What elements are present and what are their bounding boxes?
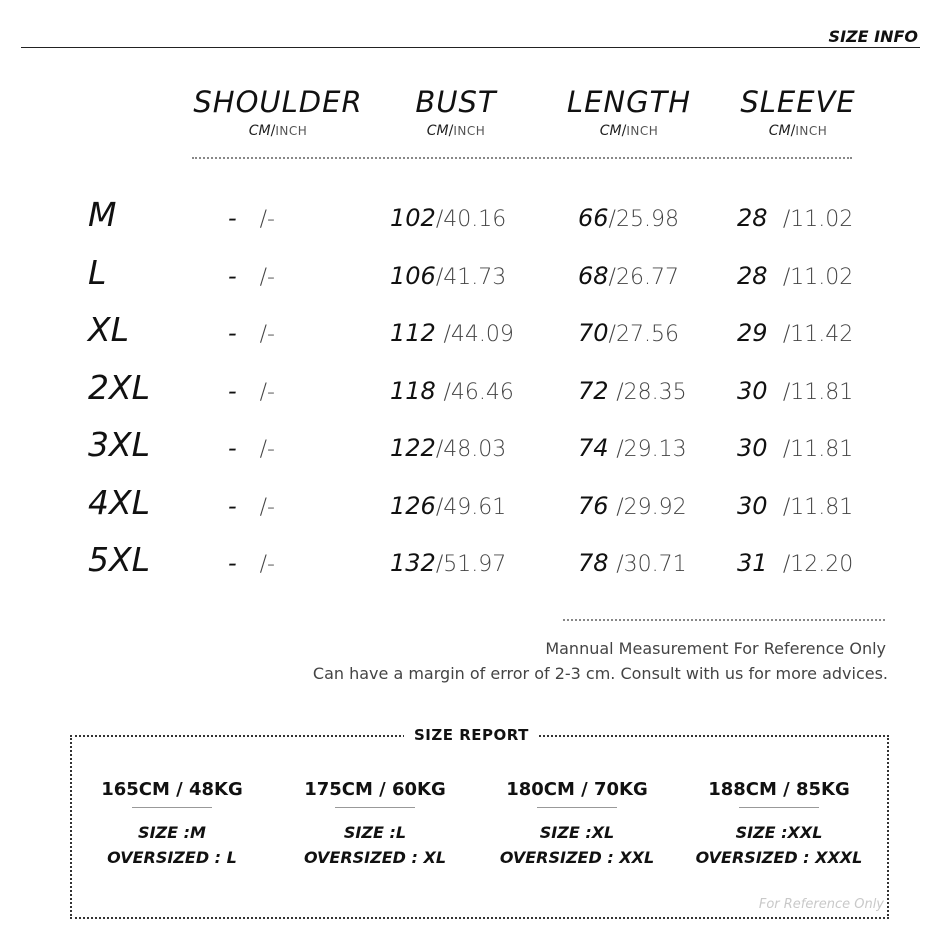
- unit-inch: INCH: [795, 124, 828, 138]
- bust-cell: [390, 488, 506, 526]
- sleeve-cell: [737, 430, 853, 468]
- size-report-entry: [482, 779, 672, 870]
- length-cell: [578, 430, 687, 468]
- cm-value: 126: [390, 492, 436, 520]
- inch-value: /48.03: [435, 437, 507, 462]
- size-info-title: SIZE INFO: [828, 27, 918, 46]
- inch-value: /41.73: [435, 265, 507, 290]
- column-header-bust: [371, 86, 541, 140]
- cm-value: -: [228, 319, 237, 347]
- unit-cm: CM: [599, 123, 622, 139]
- entry-divider: [537, 807, 617, 808]
- cm-value: 28: [737, 262, 768, 290]
- sleeve-cell: [737, 545, 853, 583]
- recommended-size: SIZE :M: [138, 823, 206, 842]
- recommended-size: SIZE :XXL: [735, 823, 823, 842]
- cm-value: 28: [737, 204, 768, 232]
- cm-value: -: [228, 434, 237, 462]
- inch-value: /29.13: [616, 437, 687, 462]
- inch-value: /28.35: [616, 380, 687, 405]
- reference-footnote: For Reference Only: [758, 897, 884, 912]
- cm-value: 106: [390, 262, 436, 290]
- measurement-note: Mannual Measurement For Reference Only: [545, 639, 886, 658]
- inch-value: /-: [259, 207, 275, 232]
- inch-value: /12.20: [782, 552, 854, 577]
- column-title: SHOULDER: [193, 85, 363, 119]
- size-report-entry: [684, 779, 874, 870]
- inch-value: /11.81: [782, 437, 854, 462]
- unit-separator: /: [448, 123, 454, 139]
- length-cell: [578, 545, 687, 583]
- cm-value: 30: [737, 377, 768, 405]
- oversized-size: OVERSIZED : XL: [303, 848, 447, 867]
- oversized-size: OVERSIZED : XXL: [499, 848, 655, 867]
- shoulder-cell: [228, 430, 275, 468]
- column-header-sleeve: [713, 86, 883, 140]
- shoulder-cell: [228, 488, 275, 526]
- inch-value: /26.77: [608, 265, 679, 290]
- shoulder-cell: [228, 200, 275, 238]
- column-unit: [544, 122, 714, 140]
- inch-value: /46.46: [443, 380, 514, 405]
- entry-divider: [132, 807, 212, 808]
- inch-value: /51.97: [435, 552, 507, 577]
- inch-value: /11.81: [782, 495, 854, 520]
- inch-value: /49.61: [435, 495, 507, 520]
- length-cell: [578, 315, 679, 353]
- inch-value: /-: [259, 380, 275, 405]
- cm-value: 70: [578, 319, 609, 347]
- unit-inch: INCH: [626, 124, 659, 138]
- column-title: BUST: [415, 85, 497, 119]
- unit-cm: CM: [248, 123, 271, 139]
- bust-cell: [390, 430, 506, 468]
- inch-value: /-: [259, 437, 275, 462]
- shoulder-cell: [228, 545, 275, 583]
- size-label-5xl: 5XL: [88, 540, 150, 579]
- bust-cell: [390, 545, 506, 583]
- sleeve-cell: [737, 373, 853, 411]
- size-label-xl: XL: [88, 310, 129, 349]
- length-cell: [578, 488, 687, 526]
- header-dotted-divider: [192, 157, 852, 159]
- unit-separator: /: [270, 123, 276, 139]
- sleeve-cell: [737, 200, 853, 238]
- cm-value: 29: [737, 319, 768, 347]
- length-cell: [578, 258, 679, 296]
- height-weight: 180CM / 70KG: [506, 779, 648, 800]
- cm-value: -: [228, 204, 237, 232]
- cm-value: 122: [390, 434, 436, 462]
- unit-cm: CM: [768, 123, 791, 139]
- unit-inch: INCH: [275, 124, 308, 138]
- cm-value: 31: [737, 549, 768, 577]
- margin-note: Can have a margin of error of 2-3 cm. Consult with us for more advices.: [312, 664, 888, 683]
- inch-value: /44.09: [443, 322, 514, 347]
- sleeve-cell: [737, 258, 853, 296]
- size-report-entry: [77, 779, 267, 870]
- shoulder-cell: [228, 315, 275, 353]
- inch-value: /30.71: [616, 552, 687, 577]
- column-header-length: [544, 86, 714, 140]
- inch-value: /40.16: [435, 207, 507, 232]
- cm-value: 76: [578, 492, 609, 520]
- size-report-title: SIZE REPORT: [404, 726, 539, 744]
- cm-value: 78: [578, 549, 609, 577]
- column-unit: [193, 122, 363, 140]
- height-weight: 165CM / 48KG: [101, 779, 243, 800]
- length-cell: [578, 373, 687, 411]
- entry-divider: [739, 807, 819, 808]
- cm-value: 68: [578, 262, 609, 290]
- cm-value: 132: [390, 549, 436, 577]
- size-label-4xl: 4XL: [88, 483, 150, 522]
- sleeve-cell: [737, 488, 853, 526]
- inch-value: /-: [259, 495, 275, 520]
- cm-value: 118: [390, 377, 436, 405]
- bust-cell: [390, 373, 514, 411]
- notes-dotted-divider: [563, 619, 885, 621]
- size-label-m: M: [88, 195, 117, 234]
- size-label-l: L: [88, 253, 107, 292]
- column-header-shoulder: [193, 86, 363, 140]
- size-label-3xl: 3XL: [88, 425, 150, 464]
- inch-value: /-: [259, 322, 275, 347]
- cm-value: -: [228, 492, 237, 520]
- unit-separator: /: [790, 123, 796, 139]
- cm-value: -: [228, 377, 237, 405]
- bust-cell: [390, 200, 506, 238]
- header-divider: [21, 47, 920, 48]
- length-cell: [578, 200, 679, 238]
- inch-value: /11.02: [782, 265, 854, 290]
- cm-value: 112: [390, 319, 436, 347]
- cm-value: -: [228, 549, 237, 577]
- cm-value: 30: [737, 492, 768, 520]
- cm-value: 66: [578, 204, 609, 232]
- inch-value: /11.42: [782, 322, 854, 347]
- column-title: LENGTH: [566, 85, 692, 119]
- inch-value: /11.02: [782, 207, 854, 232]
- inch-value: /27.56: [608, 322, 679, 347]
- column-title: SLEEVE: [740, 85, 856, 119]
- column-unit: [713, 122, 883, 140]
- cm-value: -: [228, 262, 237, 290]
- oversized-size: OVERSIZED : L: [107, 848, 237, 867]
- unit-cm: CM: [426, 123, 449, 139]
- sleeve-cell: [737, 315, 853, 353]
- recommended-size: SIZE :XL: [539, 823, 615, 842]
- unit-inch: INCH: [453, 124, 486, 138]
- shoulder-cell: [228, 373, 275, 411]
- cm-value: 72: [578, 377, 609, 405]
- column-unit: [371, 122, 541, 140]
- shoulder-cell: [228, 258, 275, 296]
- entry-divider: [335, 807, 415, 808]
- bust-cell: [390, 258, 506, 296]
- size-report-entry: [280, 779, 470, 870]
- height-weight: 175CM / 60KG: [304, 779, 446, 800]
- cm-value: 30: [737, 434, 768, 462]
- cm-value: 102: [390, 204, 436, 232]
- height-weight: 188CM / 85KG: [708, 779, 850, 800]
- unit-separator: /: [621, 123, 627, 139]
- cm-value: 74: [578, 434, 609, 462]
- inch-value: /25.98: [608, 207, 679, 232]
- inch-value: /11.81: [782, 380, 854, 405]
- inch-value: /-: [259, 552, 275, 577]
- bust-cell: [390, 315, 514, 353]
- oversized-size: OVERSIZED : XXXL: [695, 848, 863, 867]
- inch-value: /29.92: [616, 495, 687, 520]
- recommended-size: SIZE :L: [343, 823, 407, 842]
- size-label-2xl: 2XL: [88, 368, 150, 407]
- inch-value: /-: [259, 265, 275, 290]
